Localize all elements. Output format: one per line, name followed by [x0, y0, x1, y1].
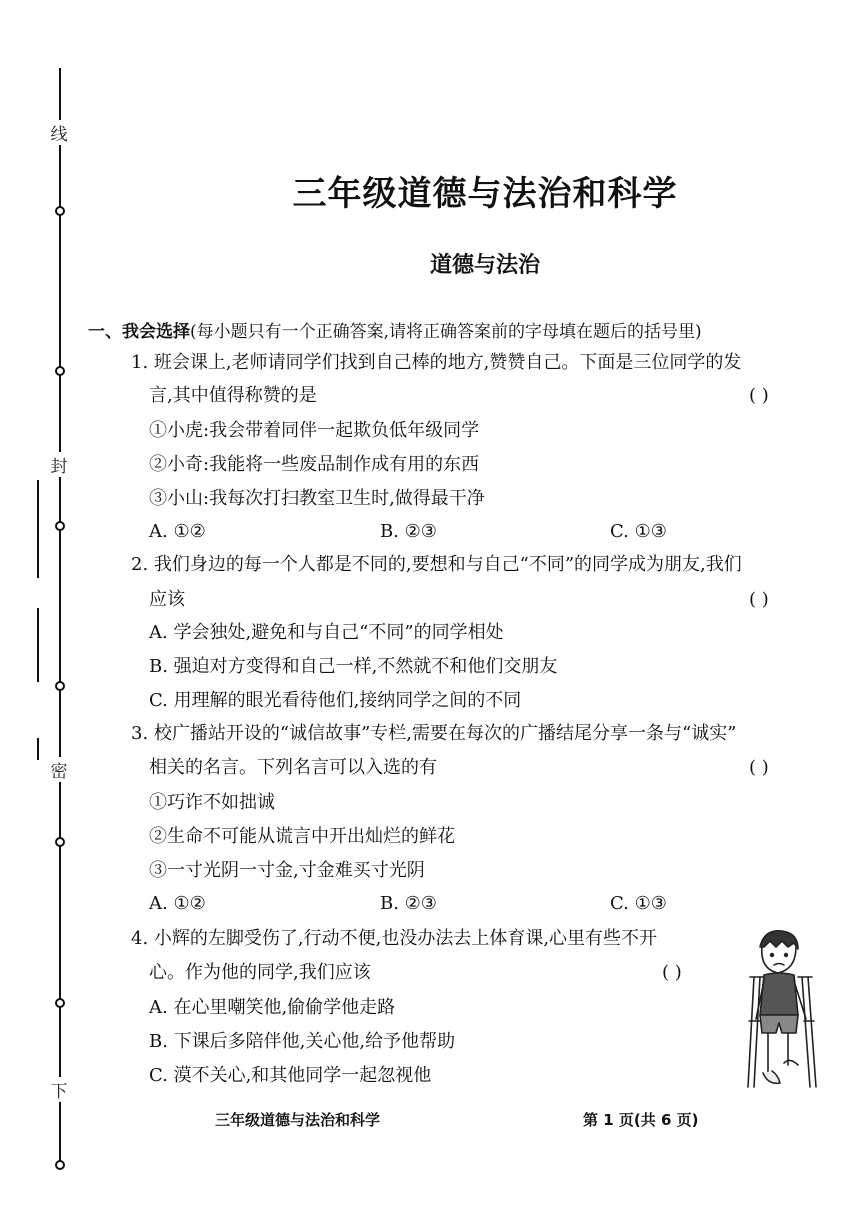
binding-circle: [56, 682, 64, 690]
binding-line: [0, 0, 110, 1216]
binding-margin: [0, 0, 110, 1216]
question-4-option-b: B. 下课后多陪伴他,关心他,给予他帮助: [149, 1031, 456, 1052]
section-number: 一、: [88, 322, 122, 342]
question-1-option-c: C. ①③: [610, 521, 667, 542]
answer-blank-3[interactable]: ( ): [749, 757, 769, 778]
question-3-line-2: 相关的名言。下列名言可以入选的有: [149, 757, 437, 778]
question-4-option-a: A. 在心里嘲笑他,偷偷学他走路: [149, 997, 396, 1018]
page-subtitle: 道德与法治: [429, 253, 540, 278]
question-3-option-c: C. ①③: [610, 893, 667, 914]
answer-blank-4[interactable]: ( ): [662, 962, 682, 983]
question-3-option-a: A. ①②: [149, 893, 206, 914]
answer-blank-2[interactable]: ( ): [749, 589, 769, 610]
binding-label-below: 下: [48, 1077, 70, 1102]
question-1-statement-2: ②小奇:我能将一些废品制作成有用的东西: [149, 454, 480, 475]
binding-circle: [56, 367, 64, 375]
question-2-option-a: A. 学会独处,避免和与自己“不同”的同学相处: [149, 622, 504, 643]
question-3-statement-1: ①巧诈不如拙诚: [149, 792, 275, 813]
binding-label-line: 线: [48, 120, 70, 145]
answer-blank-1[interactable]: ( ): [749, 385, 769, 406]
question-3-line-1: 3. 校广播站开设的“诚信故事”专栏,需要在每次的广播结尾分享一条与“诚实”: [131, 723, 737, 744]
section-header: [88, 317, 702, 342]
question-2-option-c: C. 用理解的眼光看待他们,接纳同学之间的不同: [149, 690, 522, 711]
footer-exam-name: 三年级道德与法治和科学: [215, 1111, 381, 1129]
question-4-option-c: C. 漠不关心,和其他同学一起忽视他: [149, 1065, 432, 1086]
binding-circle: [56, 999, 64, 1007]
question-1-statement-1: ①小虎:我会带着同伴一起欺负低年级同学: [149, 420, 480, 441]
question-3-statement-3: ③一寸光阴一寸金,寸金难买寸光阴: [149, 860, 425, 881]
section-heading: 我会选择: [122, 322, 190, 342]
question-3-option-b: B. ②③: [380, 893, 437, 914]
question-4-line-1: 4. 小辉的左脚受伤了,行动不便,也没办法去上体育课,心里有些不开: [131, 928, 658, 949]
boy-on-crutches-illustration: [738, 925, 822, 1091]
question-4-line-2: 心。作为他的同学,我们应该: [149, 962, 371, 983]
question-2-line-1: 2. 我们身边的每一个人都是不同的,要想和与自己“不同”的同学成为朋友,我们: [131, 554, 742, 575]
question-2-line-2: 应该: [149, 589, 185, 610]
question-1-option-a: A. ①②: [149, 521, 206, 542]
binding-label-seal: 封: [48, 452, 70, 477]
question-1-statement-3: ③小山:我每次打扫教室卫生时,做得最干净: [149, 488, 485, 509]
section-instruction: (每小题只有一个正确答案,请将正确答案前的字母填在题后的括号里): [190, 322, 702, 342]
question-3-statement-2: ②生命不可能从谎言中开出灿烂的鲜花: [149, 826, 455, 847]
question-2-option-b: B. 强迫对方变得和自己一样,不然就不和他们交朋友: [149, 656, 558, 677]
footer-page-number: 第 1 页(共 6 页): [583, 1111, 699, 1129]
binding-label-secret: 密: [48, 757, 70, 782]
binding-circle: [56, 838, 64, 846]
binding-circle: [56, 522, 64, 530]
binding-circle: [56, 207, 64, 215]
question-1-line-2: 言,其中值得称赞的是: [149, 385, 317, 406]
page-title: 三年级道德与法治和科学: [292, 174, 678, 214]
binding-circle: [56, 1161, 64, 1169]
question-1-option-b: B. ②③: [380, 521, 437, 542]
question-1-line-1: 1. 班会课上,老师请同学们找到自己棒的地方,赞赞自己。下面是三位同学的发: [131, 352, 742, 373]
